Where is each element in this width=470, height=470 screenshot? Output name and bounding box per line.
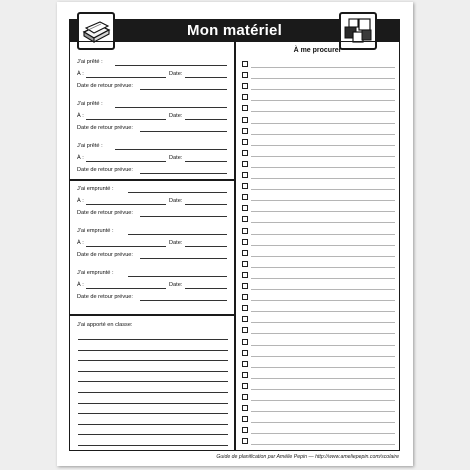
checkbox[interactable]	[242, 339, 248, 345]
checkbox[interactable]	[242, 372, 248, 378]
list-item-line[interactable]	[251, 156, 395, 157]
checkbox[interactable]	[242, 272, 248, 278]
list-item-line[interactable]	[251, 145, 395, 146]
date-label: Date:	[169, 113, 183, 119]
list-item-line[interactable]	[251, 345, 395, 346]
to-label: À :	[77, 71, 84, 77]
lent-item-line[interactable]	[115, 149, 227, 150]
checkbox[interactable]	[242, 294, 248, 300]
writing-line[interactable]	[78, 392, 228, 393]
list-item-line[interactable]	[251, 356, 395, 357]
list-item-line[interactable]	[251, 400, 395, 401]
date-line[interactable]	[185, 204, 227, 205]
list-item-line[interactable]	[251, 367, 395, 368]
list-item-line[interactable]	[251, 389, 395, 390]
borrowed-label: J'ai emprunté :	[77, 270, 114, 276]
checkbox[interactable]	[242, 416, 248, 422]
list-item-line[interactable]	[251, 444, 395, 445]
borrowed-item-line[interactable]	[128, 276, 227, 277]
from-label: À :	[77, 240, 84, 246]
lent-label: J'ai prêté :	[77, 101, 103, 107]
borrowed-item-line[interactable]	[128, 192, 227, 193]
list-item-line[interactable]	[251, 278, 395, 279]
return-date-label: Date de retour prévue:	[77, 210, 133, 216]
writing-line[interactable]	[78, 445, 228, 446]
checkbox[interactable]	[242, 161, 248, 167]
borrowed-label: J'ai emprunté :	[77, 228, 114, 234]
from-label: À :	[77, 282, 84, 288]
date-line[interactable]	[185, 77, 227, 78]
writing-line[interactable]	[78, 403, 228, 404]
return-date-label: Date de retour prévue:	[77, 294, 133, 300]
list-item-line[interactable]	[251, 178, 395, 179]
writing-line[interactable]	[78, 434, 228, 435]
checkbox[interactable]	[242, 94, 248, 100]
date-label: Date:	[169, 240, 183, 246]
checkbox[interactable]	[242, 83, 248, 89]
return-date-line[interactable]	[140, 216, 227, 217]
column-divider	[234, 42, 236, 450]
checkbox[interactable]	[242, 183, 248, 189]
section-divider	[70, 179, 234, 181]
to-label: À :	[77, 155, 84, 161]
return-date-line[interactable]	[140, 131, 227, 132]
date-line[interactable]	[185, 119, 227, 120]
checkbox[interactable]	[242, 61, 248, 67]
list-item-line[interactable]	[251, 411, 395, 412]
lent-label: J'ai prêté :	[77, 143, 103, 149]
list-item-line[interactable]	[251, 167, 395, 168]
checkbox[interactable]	[242, 316, 248, 322]
list-item-line[interactable]	[251, 134, 395, 135]
checkbox[interactable]	[242, 128, 248, 134]
writing-line[interactable]	[78, 381, 228, 382]
checkbox[interactable]	[242, 394, 248, 400]
checkbox[interactable]	[242, 261, 248, 267]
list-item-line[interactable]	[251, 378, 395, 379]
lent-item-line[interactable]	[115, 107, 227, 108]
writing-line[interactable]	[78, 413, 228, 414]
planner-page	[57, 2, 413, 466]
from-line[interactable]	[86, 204, 166, 205]
checkbox[interactable]	[242, 383, 248, 389]
borrowed-item-line[interactable]	[128, 234, 227, 235]
list-item-line[interactable]	[251, 433, 395, 434]
return-date-label: Date de retour prévue:	[77, 167, 133, 173]
list-item-line[interactable]	[251, 211, 395, 212]
from-line[interactable]	[86, 246, 166, 247]
writing-line[interactable]	[78, 360, 228, 361]
checkbox[interactable]	[242, 361, 248, 367]
checkbox[interactable]	[242, 239, 248, 245]
checkbox[interactable]	[242, 172, 248, 178]
list-item-line[interactable]	[251, 189, 395, 190]
list-item-line[interactable]	[251, 89, 395, 90]
checkbox[interactable]	[242, 72, 248, 78]
list-item-line[interactable]	[251, 100, 395, 101]
to-line[interactable]	[86, 119, 166, 120]
checkbox[interactable]	[242, 216, 248, 222]
date-line[interactable]	[185, 288, 227, 289]
list-item-line[interactable]	[251, 300, 395, 301]
checkbox[interactable]	[242, 117, 248, 123]
checkbox[interactable]	[242, 405, 248, 411]
checkbox[interactable]	[242, 438, 248, 444]
date-label: Date:	[169, 71, 183, 77]
return-date-label: Date de retour prévue:	[77, 83, 133, 89]
return-date-line[interactable]	[140, 258, 227, 259]
checkbox[interactable]	[242, 350, 248, 356]
list-item-line[interactable]	[251, 289, 395, 290]
list-item-line[interactable]	[251, 78, 395, 79]
borrowed-label: J'ai emprunté :	[77, 186, 114, 192]
checkbox[interactable]	[242, 150, 248, 156]
list-item-line[interactable]	[251, 67, 395, 68]
list-item-line[interactable]	[251, 123, 395, 124]
date-line[interactable]	[185, 246, 227, 247]
to-label: À :	[77, 113, 84, 119]
checkbox[interactable]	[242, 139, 248, 145]
checkbox[interactable]	[242, 205, 248, 211]
writing-line[interactable]	[78, 424, 228, 425]
to-line[interactable]	[86, 161, 166, 162]
lent-label: J'ai prêté :	[77, 59, 103, 65]
list-item-line[interactable]	[251, 322, 395, 323]
checkbox[interactable]	[242, 305, 248, 311]
return-date-line[interactable]	[140, 89, 227, 90]
list-item-line[interactable]	[251, 311, 395, 312]
checkbox[interactable]	[242, 250, 248, 256]
date-label: Date:	[169, 198, 183, 204]
date-label: Date:	[169, 282, 183, 288]
footer-credit: Guide de planification par Amélie Pepin — http://www.ameliepepin.com/scolaire	[216, 454, 399, 460]
shopping-list-title: À me procurer	[293, 47, 342, 54]
list-item-line[interactable]	[251, 256, 395, 257]
page-title: Mon matériel	[187, 22, 282, 39]
checkbox[interactable]	[242, 105, 248, 111]
date-label: Date:	[169, 155, 183, 161]
to-line[interactable]	[86, 77, 166, 78]
list-item-line[interactable]	[251, 222, 395, 223]
checkbox[interactable]	[242, 194, 248, 200]
from-line[interactable]	[86, 288, 166, 289]
section-divider	[70, 314, 234, 316]
list-item-line[interactable]	[251, 200, 395, 201]
list-item-line[interactable]	[251, 245, 395, 246]
checkbox[interactable]	[242, 427, 248, 433]
list-item-line[interactable]	[251, 111, 395, 112]
lent-item-line[interactable]	[115, 65, 227, 66]
list-item-line[interactable]	[251, 267, 395, 268]
checkbox[interactable]	[242, 283, 248, 289]
writing-line[interactable]	[78, 350, 228, 351]
checkbox[interactable]	[242, 327, 248, 333]
list-item-line[interactable]	[251, 234, 395, 235]
return-date-label: Date de retour prévue:	[77, 252, 133, 258]
list-item-line[interactable]	[251, 422, 395, 423]
writing-line[interactable]	[78, 339, 228, 340]
writing-line[interactable]	[78, 371, 228, 372]
list-item-line[interactable]	[251, 333, 395, 334]
return-date-line[interactable]	[140, 173, 227, 174]
return-date-label: Date de retour prévue:	[77, 125, 133, 131]
checkbox[interactable]	[242, 228, 248, 234]
return-date-line[interactable]	[140, 300, 227, 301]
from-label: À :	[77, 198, 84, 204]
planner-frame	[69, 41, 400, 451]
brought-label: J'ai apporté en classe:	[77, 322, 133, 328]
date-line[interactable]	[185, 161, 227, 162]
